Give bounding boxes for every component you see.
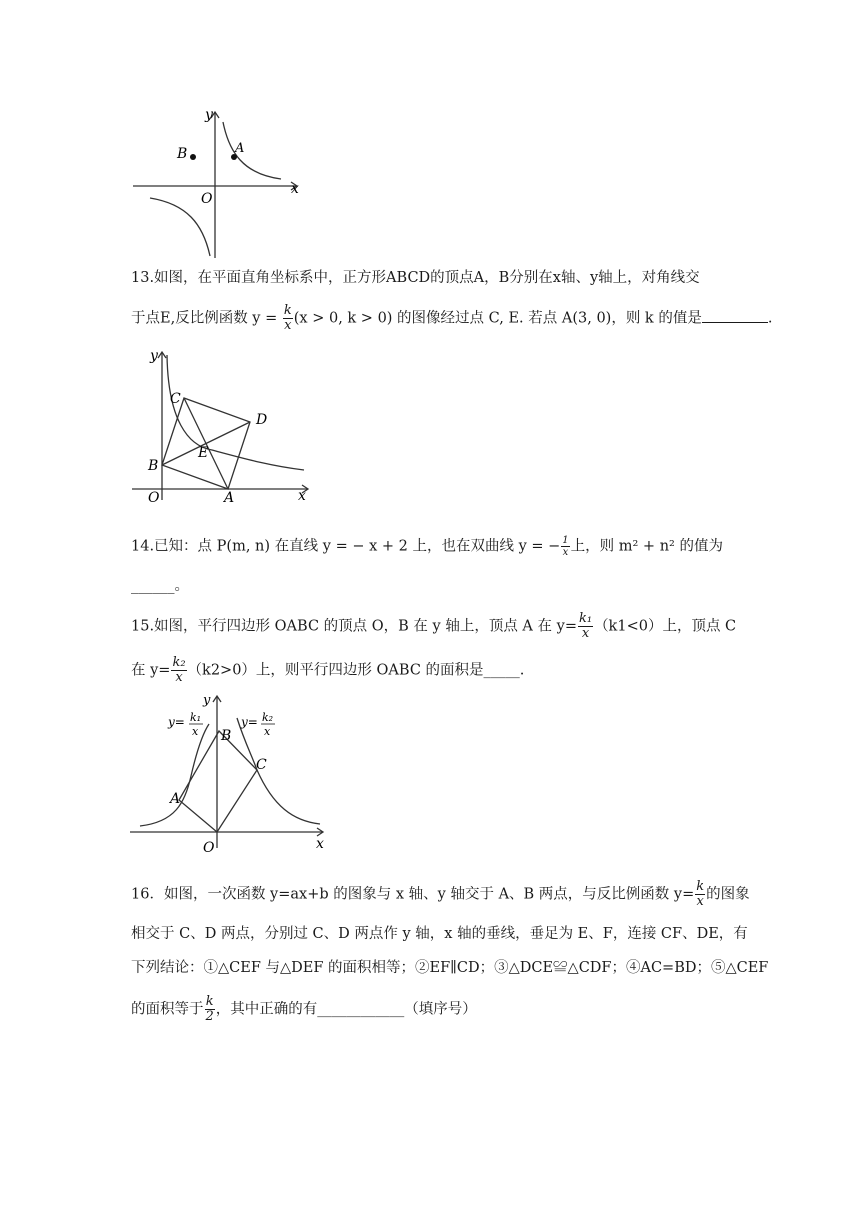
fig15-curve1-eq: y= <box>168 715 185 729</box>
q16-line1-end: 的图象 <box>706 886 750 903</box>
q15-line2 <box>131 656 524 685</box>
fig15-y-label: y <box>203 693 211 708</box>
fig12-x-label: x <box>291 181 299 197</box>
fig13-x-label: x <box>298 488 306 504</box>
q16-line2: 相交于 C、D 两点，分别过 C、D 两点作 y 轴，x 轴的垂线，垂足为 E、F，连接 CF、DE，有 <box>131 926 748 942</box>
fig12-point-b-label: B <box>177 146 188 162</box>
q15-line1 <box>131 612 736 641</box>
fig15-curve2-eq: y= <box>241 715 258 729</box>
q16-fraction2: $\frac{k}{2}$ <box>205 994 214 1024</box>
fig15-point-a-label: A <box>170 791 181 807</box>
fig12-origin-label: O <box>201 191 213 207</box>
q13-fraction: $\frac{k}{x}$ <box>283 303 292 333</box>
q16-line4-start: 的面积等于 <box>131 1001 204 1018</box>
q15-line2-end: （k2>0）上，则平行四边形 OABC 的面积是_____. <box>187 662 525 679</box>
q16-line1 <box>131 880 750 909</box>
fig13-point-d-label: D <box>256 412 268 428</box>
q13-line2: 于点E,反比例函数 y = $\frac{k}{x}$ (x > 0, k > 0) 的图像经过点 C, E. 若点 A(3, 0)，则 k 的值是 . <box>131 303 773 333</box>
q13-line2-end: (x > 0, k > 0) 的图像经过点 C, E. 若点 A(3, 0)，则 k 的值是 <box>293 310 702 327</box>
q15-fraction1: $\frac{\text{k₁}}{x}$ <box>578 611 593 641</box>
q16-fraction1: $\frac{k}{x}$ <box>696 879 705 909</box>
fig15-point-c-label: C <box>256 757 267 773</box>
fig15-curve2-den: x <box>264 725 271 738</box>
fig13-point-b-label: B <box>148 458 159 474</box>
q15-line1-start: 15.如图，平行四边形 OABC 的顶点 O，B 在 y 轴上，顶点 A 在 y= <box>131 618 577 635</box>
q15-line1-end: （k1<0）上，顶点 C <box>594 618 737 635</box>
fig13-origin-label: O <box>148 490 160 506</box>
q13-answer-blank <box>702 308 768 323</box>
q16-line4-end: ，其中正确的有____________（填序号） <box>215 1001 477 1018</box>
q14-fraction: $\frac{1}{x}$ <box>562 535 569 558</box>
fig13-point-e-label: E <box>198 445 209 461</box>
q14-line2: ______。 <box>131 578 189 594</box>
fig15-curve1-num: k₁ <box>190 711 202 724</box>
fig15-origin-label: O <box>203 840 215 856</box>
fig15-point-b-label: B <box>221 728 232 744</box>
figure-15 <box>125 688 335 858</box>
fig13-point-a-label: A <box>224 490 235 506</box>
fig13-point-c-label: C <box>170 391 181 407</box>
q14-line1-end: 上，则 m² + n² 的值为 <box>570 538 723 555</box>
fig15-curve1-den: x <box>192 725 199 738</box>
q14-line1 <box>131 535 723 558</box>
q16-line1-start: 16．如图，一次函数 y=ax+b 的图象与 x 轴、y 轴交于 A、B 两点，与反比例函数 y= <box>131 886 695 903</box>
q15-fraction2: $\frac{\text{k₂}}{x}$ <box>172 655 186 685</box>
fig15-curve2-num: k₂ <box>262 711 274 724</box>
fig12-point-a-label: A <box>235 141 245 156</box>
q16-line4 <box>131 995 477 1024</box>
fig13-y-label: y <box>150 348 158 364</box>
q15-line2-start: 在 y= <box>131 662 171 679</box>
q13-line1: 13.如图，在平面直角坐标系中，正方形ABCD的顶点A，B分别在x轴、y轴上，对角线交 <box>131 270 700 286</box>
fig15-x-label: x <box>316 836 324 852</box>
figure-13 <box>130 340 320 510</box>
q13-line2-start: 于点E,反比例函数 y = <box>131 310 282 327</box>
q16-line3: 下列结论：①△CEF 与△DEF 的面积相等；②EF∥CD；③△DCE≌△CDF；④AC=BD；⑤△CEF <box>131 960 769 976</box>
fig12-y-label: y <box>205 107 213 123</box>
q14-line1-start: 14.已知：点 P(m, n) 在直线 y = − x + 2 上，也在双曲线 y = − <box>131 538 561 555</box>
figure-12 <box>125 100 310 265</box>
